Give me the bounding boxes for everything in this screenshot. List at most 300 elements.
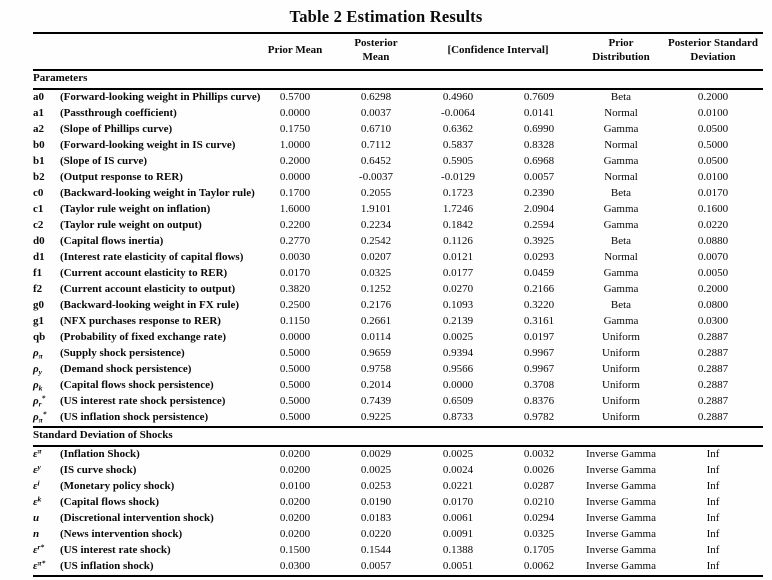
param-symbol: g1 <box>33 314 44 327</box>
confidence-low-cell: 0.0121 <box>442 250 474 263</box>
param-symbol: c2 <box>33 218 44 231</box>
confidence-low-cell: 0.0024 <box>442 463 474 476</box>
param-desc: (Passthrough coefficient) <box>60 106 177 119</box>
param-desc: (Backward-looking weight in FX rule) <box>60 298 240 311</box>
posterior-mean-cell: 0.0220 <box>360 527 392 540</box>
parameter-cell <box>33 234 255 250</box>
table-row <box>33 218 763 234</box>
parameter-cell <box>33 410 255 427</box>
posterior-sd-cell: 0.0050 <box>697 266 729 279</box>
confidence-high-cell: 0.0325 <box>523 527 555 540</box>
table-row <box>33 298 763 314</box>
posterior-mean-cell: -0.0037 <box>359 170 393 183</box>
parameter-cell <box>33 170 255 186</box>
param-desc: (Capital flows shock) <box>60 495 160 508</box>
parameter-cell <box>33 446 255 463</box>
prior-mean-cell: 0.5000 <box>279 410 311 423</box>
posterior-mean-cell: 0.7112 <box>361 138 391 151</box>
param-desc: (Capital flows inertia) <box>60 234 164 247</box>
confidence-high-cell: 0.3220 <box>523 298 555 311</box>
prior-distribution-cell: Inverse Gamma <box>586 495 656 508</box>
prior-distribution-cell: Uniform <box>602 346 640 359</box>
posterior-mean-cell: 0.0190 <box>360 495 392 508</box>
parameter-cell <box>33 250 255 266</box>
column-header-parameter <box>33 33 255 70</box>
table-row <box>33 106 763 122</box>
confidence-high-cell: 0.0032 <box>523 447 555 460</box>
prior-mean-cell: 0.0200 <box>279 495 311 508</box>
posterior-mean-cell: 0.2234 <box>360 218 392 231</box>
parameter-cell <box>33 511 255 527</box>
confidence-low-cell: 0.1093 <box>442 298 474 311</box>
posterior-sd-cell: 0.0220 <box>697 218 729 231</box>
param-symbol: $\rho_y$ <box>33 362 43 376</box>
parameter-cell <box>33 394 255 410</box>
posterior-sd-cell: 0.5000 <box>697 138 729 151</box>
prior-mean-cell: 0.0200 <box>279 527 311 540</box>
param-symbol: d0 <box>33 234 45 247</box>
confidence-low-cell: 0.2139 <box>442 314 474 327</box>
confidence-high-cell: 0.2390 <box>523 186 555 199</box>
table-row <box>33 410 763 427</box>
param-symbol: f2 <box>33 282 43 295</box>
prior-distribution-cell: Uniform <box>602 410 640 423</box>
table-row <box>33 511 763 527</box>
param-symbol: a0 <box>33 90 44 103</box>
table-body <box>33 70 763 576</box>
param-symbol: $\rho_k$ <box>33 378 43 392</box>
confidence-low-cell: 0.5837 <box>442 138 474 151</box>
param-symbol: a1 <box>33 106 44 119</box>
param-symbol: $\varepsilon^{r*}$ <box>33 541 45 556</box>
table-row <box>33 154 763 170</box>
column-header-posterior-mean: Posterior Mean <box>335 33 417 70</box>
column-header-posterior-standard-deviation: Posterior Standard Deviation <box>663 33 763 70</box>
posterior-mean-cell: 0.1252 <box>360 282 392 295</box>
posterior-mean-cell: 0.2014 <box>360 378 392 391</box>
posterior-mean-cell: 0.2542 <box>360 234 392 247</box>
confidence-high-cell: 0.0197 <box>523 330 555 343</box>
confidence-low-cell: 0.0177 <box>442 266 474 279</box>
prior-distribution-cell: Inverse Gamma <box>586 463 656 476</box>
param-desc: (NFX purchases response to RER) <box>60 314 221 327</box>
parameter-cell <box>33 202 255 218</box>
posterior-mean-cell: 0.0037 <box>360 106 392 119</box>
posterior-mean-cell: 0.6452 <box>360 154 392 167</box>
posterior-sd-cell: 0.2887 <box>697 410 729 423</box>
prior-distribution-cell: Uniform <box>602 330 640 343</box>
confidence-low-cell: 0.1842 <box>442 218 474 231</box>
posterior-mean-cell: 0.9225 <box>360 410 392 423</box>
prior-distribution-cell: Inverse Gamma <box>586 559 656 572</box>
param-symbol: $\varepsilon^y$ <box>33 461 41 476</box>
table-row <box>33 362 763 378</box>
prior-distribution-cell: Beta <box>610 186 632 199</box>
table-title: Table 2 Estimation Results <box>289 7 483 26</box>
parameter-cell <box>33 346 255 362</box>
prior-mean-cell: 0.2770 <box>279 234 311 247</box>
table-header <box>33 33 763 70</box>
prior-distribution-cell: Inverse Gamma <box>586 543 656 556</box>
posterior-mean-cell: 1.9101 <box>360 202 392 215</box>
param-desc: (News intervention shock) <box>60 527 183 540</box>
prior-mean-cell: 0.1150 <box>280 314 310 327</box>
posterior-sd-cell: 0.2887 <box>697 362 729 375</box>
param-desc: (Forward-looking weight in IS curve) <box>60 138 236 151</box>
param-symbol: qb <box>33 330 46 343</box>
prior-distribution-cell: Beta <box>610 234 632 247</box>
param-desc: (Capital flows shock persistence) <box>60 378 214 391</box>
param-symbol: c1 <box>33 202 44 215</box>
parameter-cell <box>33 362 255 378</box>
confidence-high-cell: 0.2166 <box>523 282 555 295</box>
posterior-sd-cell: 0.0500 <box>697 122 729 135</box>
param-desc: (Current account elasticity to RER) <box>60 266 228 279</box>
param-symbol: n <box>33 527 40 540</box>
param-desc: (IS curve shock) <box>60 463 137 476</box>
param-desc: (Supply shock persistence) <box>60 346 185 359</box>
parameter-cell <box>33 378 255 394</box>
posterior-sd-cell: Inf <box>706 463 720 476</box>
param-symbol: $\rho_r^*$ <box>33 392 46 408</box>
param-symbol: f1 <box>33 266 43 279</box>
confidence-low-cell: 0.0025 <box>442 330 474 343</box>
table-row <box>33 495 763 511</box>
prior-distribution-cell: Gamma <box>603 266 639 279</box>
parameter-cell <box>33 463 255 479</box>
posterior-mean-cell: 0.2176 <box>360 298 392 311</box>
posterior-sd-cell: Inf <box>706 527 720 540</box>
param-symbol: $\varepsilon^{\pi*}$ <box>33 557 46 572</box>
param-desc: (Probability of fixed exchange rate) <box>60 330 226 343</box>
prior-distribution-cell: Normal <box>604 138 638 151</box>
confidence-high-cell: 0.3925 <box>523 234 555 247</box>
posterior-mean-cell: 0.0057 <box>360 559 392 572</box>
param-symbol: $\varepsilon^i$ <box>33 477 40 492</box>
parameter-cell <box>33 89 261 106</box>
table-row <box>33 234 763 250</box>
prior-mean-cell: 1.0000 <box>279 138 311 151</box>
posterior-sd-cell: 0.0880 <box>697 234 729 247</box>
param-desc: (Inflation Shock) <box>60 447 140 460</box>
prior-distribution-cell: Uniform <box>602 362 640 375</box>
table-row <box>33 559 763 576</box>
parameter-cell <box>33 282 255 298</box>
parameter-cell <box>33 495 255 511</box>
table-row <box>33 186 763 202</box>
param-desc: (Current account elasticity to output) <box>60 282 236 295</box>
param-desc: (Backward-looking weight in Taylor rule) <box>60 186 255 199</box>
confidence-low-cell: 0.0270 <box>442 282 474 295</box>
param-symbol: b0 <box>33 138 45 151</box>
column-header-prior-mean: Prior Mean <box>255 33 335 70</box>
param-symbol: b1 <box>33 154 45 167</box>
prior-mean-cell: 0.5000 <box>279 394 311 407</box>
prior-distribution-cell: Gamma <box>603 202 639 215</box>
prior-mean-cell: 0.0000 <box>279 330 311 343</box>
posterior-sd-cell: 0.0800 <box>697 298 729 311</box>
confidence-high-cell: 0.3161 <box>523 314 555 327</box>
section-row <box>33 427 763 446</box>
estimation-results-table <box>33 32 763 577</box>
prior-mean-cell: 0.3820 <box>279 282 311 295</box>
prior-mean-cell: 0.2000 <box>279 154 311 167</box>
posterior-mean-cell: 0.7439 <box>360 394 392 407</box>
prior-mean-cell: 0.2500 <box>279 298 311 311</box>
prior-mean-cell: 0.1500 <box>279 543 311 556</box>
parameter-cell <box>33 266 255 282</box>
parameter-cell <box>33 543 255 559</box>
param-symbol: g0 <box>33 298 44 311</box>
confidence-low-cell: 0.0091 <box>442 527 474 540</box>
posterior-sd-cell: 0.2000 <box>697 90 729 103</box>
prior-distribution-cell: Inverse Gamma <box>586 447 656 460</box>
confidence-high-cell: 0.0459 <box>523 266 555 279</box>
prior-distribution-cell: Uniform <box>602 378 640 391</box>
prior-mean-cell: 0.0300 <box>279 559 311 572</box>
param-desc: (Slope of IS curve) <box>60 154 148 167</box>
table-row <box>33 170 763 186</box>
confidence-high-cell: 0.8376 <box>523 394 555 407</box>
parameter-cell <box>33 298 255 314</box>
confidence-low-cell: 0.4960 <box>442 90 474 103</box>
param-desc: (Taylor rule weight on inflation) <box>60 202 211 215</box>
posterior-mean-cell: 0.0253 <box>360 479 392 492</box>
posterior-mean-cell: 0.0114 <box>361 330 391 343</box>
param-symbol: b2 <box>33 170 45 183</box>
prior-mean-cell: 0.5000 <box>279 346 311 359</box>
table-row <box>33 378 763 394</box>
table-row <box>33 314 763 330</box>
table-row <box>33 446 763 463</box>
parameter-cell <box>33 479 255 495</box>
column-header-row <box>33 33 763 70</box>
param-symbol: a2 <box>33 122 44 135</box>
posterior-sd-cell: Inf <box>706 511 720 524</box>
confidence-low-cell: 0.8733 <box>442 410 474 423</box>
posterior-sd-cell: Inf <box>706 495 720 508</box>
table-row <box>33 346 763 362</box>
prior-mean-cell: 0.0200 <box>279 511 311 524</box>
prior-mean-cell: 0.1700 <box>279 186 311 199</box>
section-row <box>33 70 763 89</box>
prior-distribution-cell: Beta <box>610 298 632 311</box>
table-row <box>33 89 763 106</box>
table-row <box>33 282 763 298</box>
posterior-mean-cell: 0.6298 <box>360 90 392 103</box>
posterior-sd-cell: 0.0500 <box>697 154 729 167</box>
section-heading: Parameters <box>33 70 763 89</box>
posterior-mean-cell: 0.0207 <box>360 250 392 263</box>
param-desc: (Forward-looking weight in Phillips curve) <box>60 90 261 103</box>
posterior-mean-cell: 0.9758 <box>360 362 392 375</box>
prior-distribution-cell: Gamma <box>603 154 639 167</box>
posterior-sd-cell: Inf <box>706 447 720 460</box>
confidence-high-cell: 0.0062 <box>523 559 555 572</box>
table-row <box>33 138 763 154</box>
param-symbol: $\varepsilon^k$ <box>33 493 42 508</box>
prior-distribution-cell: Uniform <box>602 394 640 407</box>
posterior-mean-cell: 0.0025 <box>360 463 392 476</box>
confidence-low-cell: 0.9566 <box>442 362 474 375</box>
parameter-cell <box>33 138 255 154</box>
confidence-low-cell: 0.1723 <box>442 186 474 199</box>
prior-mean-cell: 0.5000 <box>279 378 311 391</box>
confidence-high-cell: 0.9967 <box>523 346 555 359</box>
prior-distribution-cell: Gamma <box>603 122 639 135</box>
confidence-low-cell: -0.0064 <box>441 106 475 119</box>
confidence-high-cell: 0.0294 <box>523 511 555 524</box>
param-symbol: d1 <box>33 250 45 263</box>
table-row <box>33 479 763 495</box>
table-row <box>33 250 763 266</box>
confidence-low-cell: 0.0000 <box>442 378 474 391</box>
table-row <box>33 463 763 479</box>
prior-distribution-cell: Inverse Gamma <box>586 511 656 524</box>
table-row <box>33 543 763 559</box>
confidence-low-cell: 0.0221 <box>442 479 474 492</box>
confidence-high-cell: 2.0904 <box>523 202 555 215</box>
prior-mean-cell: 0.5700 <box>279 90 311 103</box>
prior-mean-cell: 0.0030 <box>279 250 311 263</box>
prior-distribution-cell: Normal <box>604 250 638 263</box>
prior-mean-cell: 1.6000 <box>279 202 311 215</box>
posterior-mean-cell: 0.6710 <box>360 122 392 135</box>
posterior-sd-cell: 0.2887 <box>697 330 729 343</box>
table-row <box>33 202 763 218</box>
posterior-mean-cell: 0.0029 <box>360 447 392 460</box>
param-desc: (Monetary policy shock) <box>60 479 175 492</box>
confidence-high-cell: 0.9782 <box>523 410 555 423</box>
prior-mean-cell: 0.0170 <box>279 266 311 279</box>
prior-distribution-cell: Inverse Gamma <box>586 479 656 492</box>
posterior-mean-cell: 0.2661 <box>360 314 392 327</box>
parameter-cell <box>33 122 255 138</box>
confidence-high-cell: 0.6990 <box>523 122 555 135</box>
prior-mean-cell: 0.0000 <box>279 170 311 183</box>
confidence-high-cell: 0.6968 <box>523 154 555 167</box>
param-desc: (US inflation shock persistence) <box>60 410 209 423</box>
confidence-low-cell: -0.0129 <box>441 170 475 183</box>
posterior-sd-cell: 0.0300 <box>697 314 729 327</box>
param-symbol: c0 <box>33 186 44 199</box>
posterior-sd-cell: 0.0100 <box>697 170 729 183</box>
prior-mean-cell: 0.0000 <box>279 106 311 119</box>
param-desc: (Demand shock persistence) <box>60 362 192 375</box>
confidence-low-cell: 0.0025 <box>442 447 474 460</box>
confidence-high-cell: 0.8328 <box>523 138 555 151</box>
posterior-mean-cell: 0.0183 <box>360 511 392 524</box>
prior-distribution-cell: Gamma <box>603 314 639 327</box>
parameter-cell <box>33 106 255 122</box>
posterior-mean-cell: 0.0325 <box>360 266 392 279</box>
param-desc: (US interest rate shock) <box>60 543 171 556</box>
confidence-high-cell: 0.9967 <box>523 362 555 375</box>
confidence-high-cell: 0.0057 <box>523 170 555 183</box>
param-symbol: $\rho_\pi$ <box>33 346 43 360</box>
prior-mean-cell: 0.5000 <box>279 362 311 375</box>
prior-distribution-cell: Normal <box>604 106 638 119</box>
confidence-high-cell: 0.3708 <box>523 378 555 391</box>
prior-distribution-cell: Inverse Gamma <box>586 527 656 540</box>
param-desc: (Slope of Phillips curve) <box>60 122 173 135</box>
prior-distribution-cell: Gamma <box>603 282 639 295</box>
param-symbol: $\varepsilon^\pi$ <box>33 445 42 460</box>
param-symbol: $\rho_\pi^*$ <box>33 408 47 424</box>
prior-mean-cell: 0.0200 <box>279 463 311 476</box>
prior-distribution-cell: Gamma <box>603 218 639 231</box>
posterior-sd-cell: Inf <box>706 479 720 492</box>
confidence-low-cell: 0.5905 <box>442 154 474 167</box>
confidence-high-cell: 0.2594 <box>523 218 555 231</box>
posterior-sd-cell: Inf <box>706 559 720 572</box>
posterior-sd-cell: 0.2887 <box>697 394 729 407</box>
confidence-low-cell: 0.1388 <box>442 543 474 556</box>
parameter-cell <box>33 559 255 576</box>
posterior-sd-cell: 0.2000 <box>697 282 729 295</box>
confidence-high-cell: 0.1705 <box>523 543 555 556</box>
table-row <box>33 527 763 543</box>
column-header-confidence-interval: [Confidence Interval] <box>417 33 579 70</box>
parameter-cell <box>33 527 255 543</box>
table-row <box>33 330 763 346</box>
posterior-sd-cell: 0.0070 <box>697 250 729 263</box>
confidence-high-cell: 0.0287 <box>523 479 555 492</box>
confidence-high-cell: 0.7609 <box>523 90 555 103</box>
prior-mean-cell: 0.2200 <box>279 218 311 231</box>
prior-distribution-cell: Normal <box>604 170 638 183</box>
param-desc: (Taylor rule weight on output) <box>60 218 202 231</box>
param-desc: (Discretional intervention shock) <box>60 511 214 524</box>
param-desc: (Interest rate elasticity of capital flows) <box>60 250 244 263</box>
table-row <box>33 266 763 282</box>
parameter-cell <box>33 218 255 234</box>
posterior-mean-cell: 0.1544 <box>360 543 392 556</box>
posterior-sd-cell: 0.0100 <box>697 106 729 119</box>
prior-distribution-cell: Beta <box>610 90 632 103</box>
confidence-low-cell: 0.6362 <box>442 122 474 135</box>
param-desc: (US inflation shock) <box>60 559 154 572</box>
posterior-sd-cell: 0.1600 <box>697 202 729 215</box>
posterior-sd-cell: 0.0170 <box>697 186 729 199</box>
table-row <box>33 122 763 138</box>
prior-mean-cell: 0.0100 <box>279 479 311 492</box>
confidence-low-cell: 1.7246 <box>442 202 474 215</box>
param-desc: (Output response to RER) <box>60 170 183 183</box>
posterior-sd-cell: Inf <box>706 543 720 556</box>
section-heading: Standard Deviation of Shocks <box>33 427 763 446</box>
posterior-sd-cell: 0.2887 <box>697 346 729 359</box>
confidence-high-cell: 0.0293 <box>523 250 555 263</box>
param-symbol: u <box>33 511 40 524</box>
table-row <box>33 394 763 410</box>
prior-mean-cell: 0.1750 <box>279 122 311 135</box>
parameter-cell <box>33 154 255 170</box>
confidence-low-cell: 0.0051 <box>442 559 474 572</box>
parameter-cell <box>33 314 255 330</box>
prior-mean-cell: 0.0200 <box>279 447 311 460</box>
posterior-sd-cell: 0.2887 <box>697 378 729 391</box>
confidence-low-cell: 0.0170 <box>442 495 474 508</box>
confidence-low-cell: 0.6509 <box>442 394 474 407</box>
confidence-low-cell: 0.0061 <box>442 511 474 524</box>
column-header-prior-distribution: Prior Distribution <box>579 33 663 70</box>
parameter-cell <box>33 330 255 346</box>
parameter-cell <box>33 186 255 202</box>
confidence-high-cell: 0.0210 <box>523 495 555 508</box>
confidence-high-cell: 0.0141 <box>523 106 555 119</box>
param-desc: (US interest rate shock persistence) <box>60 394 226 407</box>
